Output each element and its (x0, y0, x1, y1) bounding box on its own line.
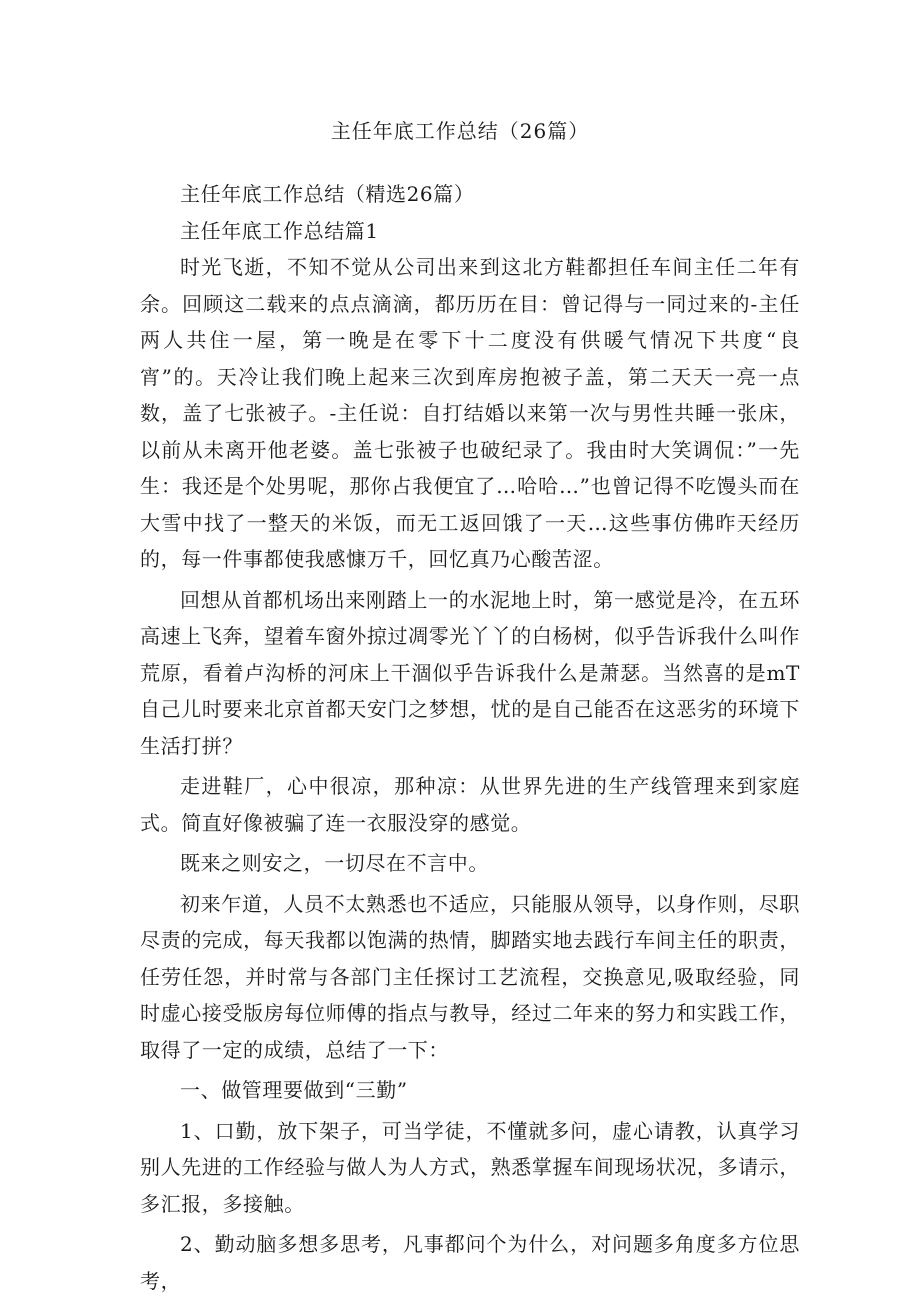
paragraph: 走进鞋厂，心中很凉，那种凉：从世界先进的生产线管理来到家庭式。简直好像被骗了连一衣服没穿的感觉。 (140, 774, 800, 835)
paragraph: 初来乍道，人员不太熟悉也不适应，只能服从领导，以身作则，尽职尽责的完成，每天我都以饱满的热情，脚踏实地去践行车间主任的职责，任劳任怨，并时常与各部门主任探讨工艺流程，交换意见,吸取经验，同时虚心接受版房每位师傅的指点与教导，经过二年来的努力和实践工作，取得了一定的成绩，总结了一下： (140, 891, 800, 1062)
paragraph: 时光飞逝，不知不觉从公司出来到这北方鞋都担任车间主任二年有余。回顾这二载来的点点滴滴，都历历在目：曾记得与一同过来的-主任两人共住一屋，第一晚是在零下十二度没有供暖气情况下共度“良宵”的。天冷让我们晚上起来三次到库房抱被子盖，第二天天一亮一点数，盖了七张被子。-主任说：自打结婚以来第一次与男性共睡一张床，以前从未离开他老婆。盖七张被子也破纪录了。我由时大笑调侃：”一先生：我还是个处男呢，那你占我便宜了…哈哈…”也曾记得不吃馒头而在大雪中找了一整天的米饭，而无工返回饿了一天…这些事仿佛昨天经历的，每一件事都使我感慷万千，回忆真乃心酸苦涩。 (140, 255, 800, 571)
paragraph: 既来之则安之，一切尽在不言中。 (180, 851, 489, 875)
list-item: 2、勤动脑多想多思考，凡事都问个为什么，对问题多角度多方位思考， (140, 1232, 800, 1293)
document-body (140, 176, 800, 1303)
document-subtitle: 主任年底工作总结（精选26篇） (180, 182, 475, 206)
section-heading: 主任年底工作总结篇1 (180, 218, 379, 243)
list-item: 1、口勤，放下架子，可当学徒，不懂就多问，虚心请教，认真学习别人先进的工作经验与做人为人方式，熟悉掌握车间现场状况，多请示，多汇报，多接触。 (140, 1118, 800, 1216)
document-title: 主任年底工作总结（26篇） (330, 119, 590, 143)
list-heading: 一、做管理要做到“三勤” (180, 1078, 408, 1102)
paragraph: 回想从首都机场出来刚踏上一的水泥地上时，第一感觉是冷，在五环高速上飞奔，望着车窗外掠过凋零光丫丫的白杨树，似乎告诉我什么叫作荒原，看着卢沟桥的河床上干涸似乎告诉我什么是萧瑟。当然喜的是mT自己儿时要来北京首都天安门之梦想，忧的是自己能否在这恶劣的环境下生活打拼？ (140, 587, 800, 758)
